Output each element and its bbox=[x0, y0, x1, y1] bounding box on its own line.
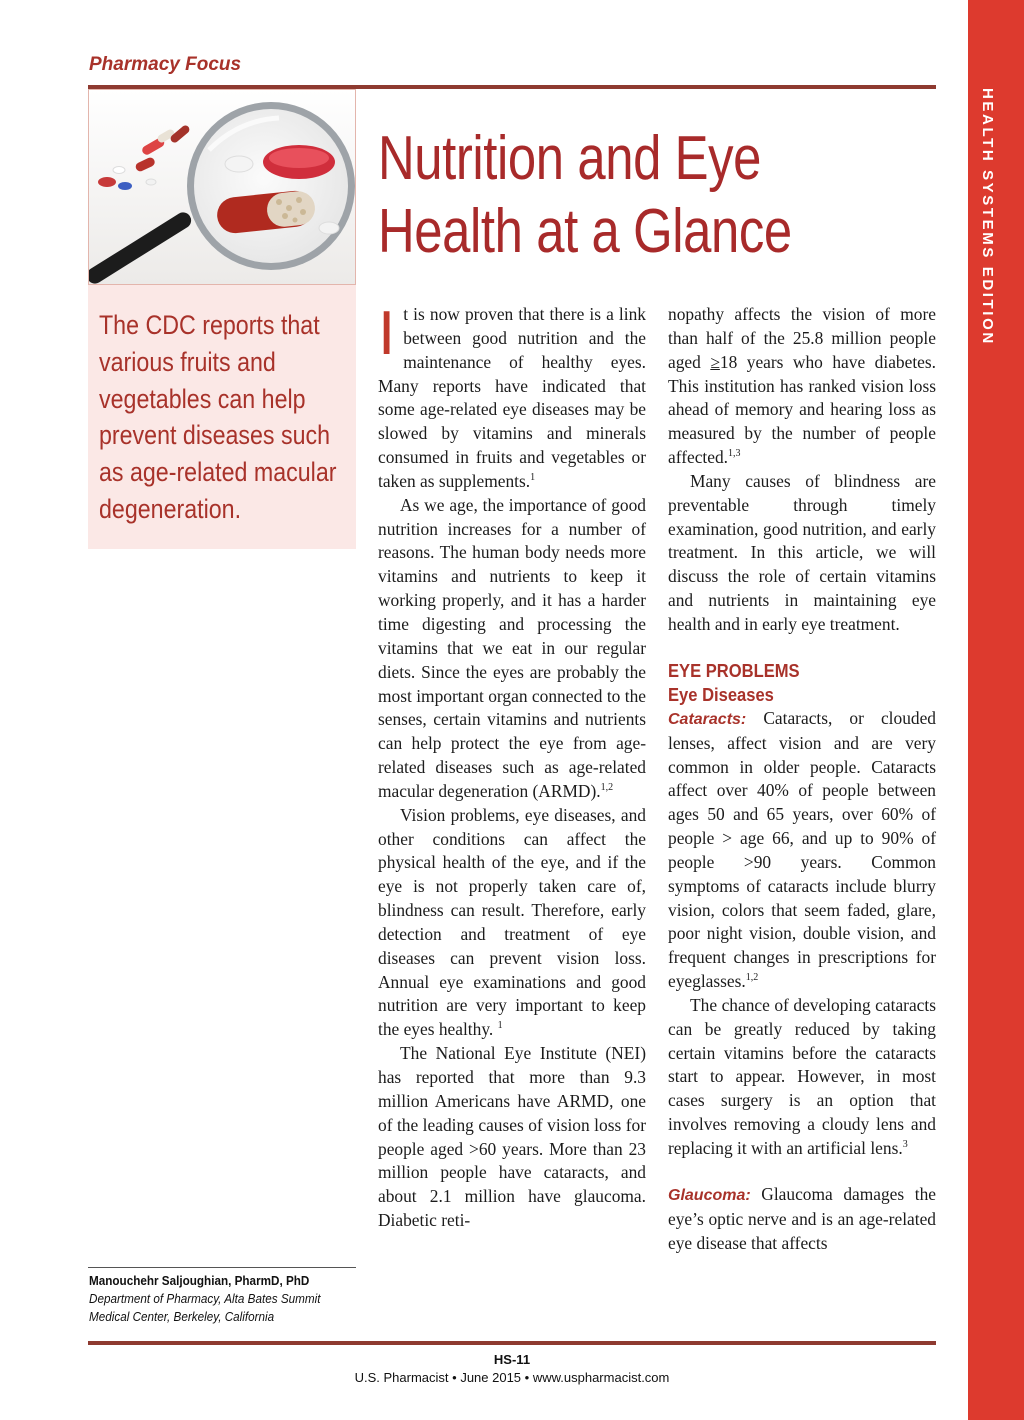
paragraph: Vision problems, eye diseases, and other conditions can affect the physical health of the eye, and if the eye is not properly taken care of, blindness can result. Therefore, early detection and treatment of eye diseases can prevent vision loss. Annual eye examinations and good nutrition are very important to keep the eyes healthy. $^1$ bbox=[378, 804, 646, 1040]
reference: 1,2 bbox=[600, 782, 614, 794]
pullquote-box bbox=[88, 285, 356, 549]
reference: 1 bbox=[530, 472, 536, 484]
reference: 1 bbox=[497, 1020, 503, 1032]
bottom-rule bbox=[88, 1341, 936, 1345]
author-name: Manouchehr Saljoughian, PharmD, PhD bbox=[89, 1273, 310, 1288]
term-glaucoma: Glaucoma: bbox=[668, 1186, 751, 1204]
reference: 1,3 bbox=[728, 448, 741, 460]
author-affiliation-2: Medical Center, Berkeley, California bbox=[89, 1309, 275, 1324]
section-label: Pharmacy Focus bbox=[89, 54, 242, 75]
paragraph: The chance of developing cataracts can be greatly reduced by taking certain vitamins before the cataracts start to appear. However, in most cases surgery is an option that involves removing a cloudy lens and replacing it with an artificial lens.$^3$ bbox=[668, 994, 936, 1158]
pullquote-text: The CDC reports that various fruits and vegetables can help prevent diseases such as age-related macular degeneration. bbox=[99, 310, 337, 524]
author-rule bbox=[88, 1267, 356, 1268]
section-heading: EYE PROBLEMS bbox=[668, 660, 800, 681]
paragraph: As we age, the importance of good nutrition increases for a number of reasons. The human body needs more vitamins and nutrients to keep it working properly, and it has a harder time digesting and processing the vitamins that we eat in our regular diets. Since the eyes are probably the most important organ connected to the senses, certain vitamins and nutrients can help protect the eye from age-related diseases such as age-related macular degeneration (ARMD).$^{1,2}$ bbox=[378, 494, 646, 801]
website-url[interactable]: www.uspharmacist.com bbox=[532, 1370, 670, 1385]
paragraph: The National Eye Institute (NEI) has reported that more than 9.3 million Americans have ARMD, one of the leading causes of vision loss for people aged >60 years. More than 23 million people have cataracts, and about 2.1 million have glaucoma. Diabetic reti- bbox=[378, 1043, 646, 1231]
paragraph-glaucoma: Glaucoma: Glaucoma damages the eye’s optic nerve and is an age-related eye disease that affects bbox=[668, 1183, 936, 1253]
reference: 1,2 bbox=[745, 972, 759, 984]
subsection-heading: Eye Diseases bbox=[668, 684, 774, 705]
author-affiliation-1: Department of Pharmacy, Alta Bates Summit bbox=[89, 1291, 321, 1306]
term-cataracts: Cataracts: bbox=[668, 710, 747, 728]
author-block bbox=[89, 1272, 359, 1326]
footer-publication-info: U.S. Pharmacist • June 2015 • www.uspharmacist.com bbox=[354, 1370, 670, 1385]
paragraph-intro: It is now proven that there is a link between good nutrition and the maintenance of healthy eyes. Many reports have indicated that some age-related eye diseases may be slowed by vitamins and minerals consumed in fruits and vegetables or taken as supplements.$^1$ bbox=[378, 299, 646, 491]
edition-label: HEALTH SYSTEMS EDITION bbox=[979, 88, 996, 346]
paragraph: nopathy affects the vision of more than half of the 25.8 million people aged ≥18 years who have diabetes. This institution has ranked vision loss ahead of memory and hearing loss as measured by the number of people affected.$^{1,3}$ bbox=[668, 304, 937, 468]
reference: 3 bbox=[902, 1139, 908, 1151]
issue-date: June 2015 bbox=[460, 1370, 522, 1385]
paragraph: Many causes of blindness are preventable through timely examination, good nutrition, and early treatment. In this article, we will discuss the role of certain vitamins and nutrients in maintaining eye health and in early eye treatment. bbox=[668, 470, 936, 634]
drop-cap: I bbox=[378, 299, 396, 368]
article-title: Nutrition and Eye Health at a Glance bbox=[378, 124, 792, 266]
article-column-1 bbox=[378, 299, 646, 1233]
page-number: HS-11 bbox=[493, 1352, 531, 1367]
article-column-2 bbox=[668, 303, 936, 1255]
publication-name: U.S. Pharmacist bbox=[354, 1370, 449, 1385]
spacer bbox=[668, 1161, 936, 1183]
magnifying-glass-pills-image bbox=[88, 89, 356, 285]
paragraph-cataracts: Cataracts: Cataracts, or clouded lenses, affect vision and are very common in older people. Cataracts affect over 40% of people between ages 50 and 65 years, over 60% of people > age 66, and up to 90% of people >90 years. Common symptoms of cataracts include blurry vision, colors that seem faded, glare, poor night vision, double vision, and frequent changes in prescriptions for eyeglasses.$^{1,2}$ bbox=[668, 707, 936, 992]
edition-sidebar bbox=[968, 0, 1024, 1420]
